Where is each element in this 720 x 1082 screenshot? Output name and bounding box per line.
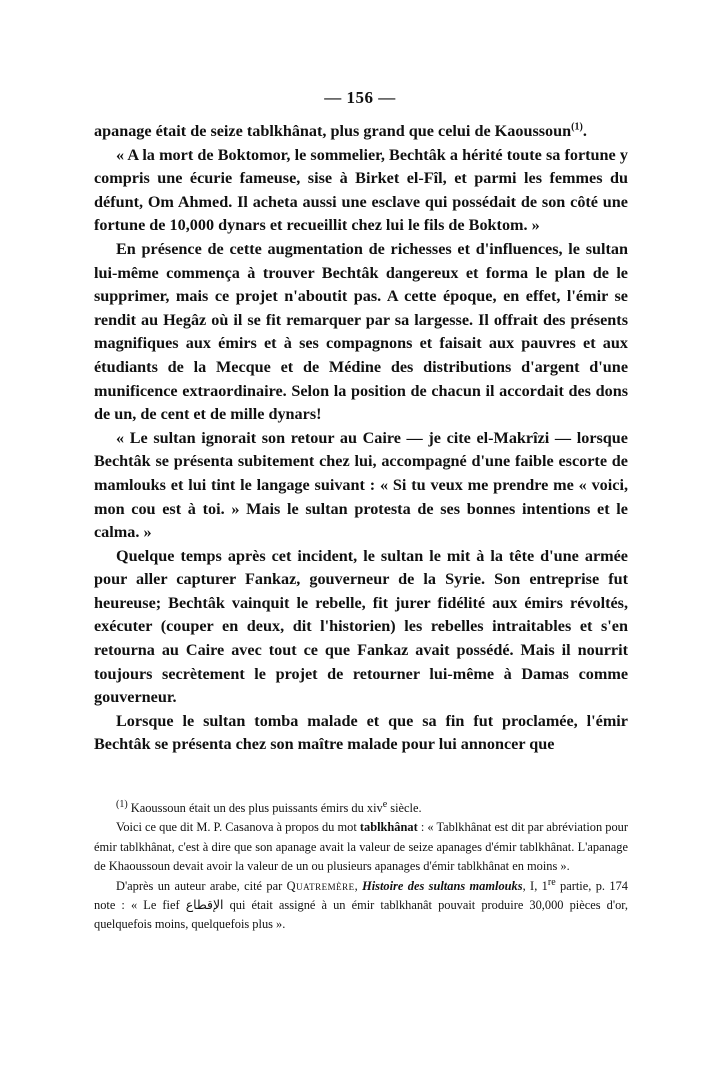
footnote-3-arabic: الإقطاع [185,898,224,913]
footnote-ref-1[interactable]: (1) [571,121,583,133]
paragraph-4: « Le sultan ignorait son retour au Caire — je cite el-Makrîzi — lorsque Bechtâk se présenta subitement chez lui, accompagné d'une faible escorte de mamlouks et lui tint le langage suivant : « Si tu veux me prendre me « voici, mon cou est à toi. » Mais le sultan protesta de ses bonnes intentions et le calma. » [94,428,628,542]
footnote-3-a: D'après un auteur arabe, cité par [116,878,287,893]
paragraph-1 [94,120,628,144]
footnote-3-sup: re [547,876,556,888]
footnote-3-c: , I, 1 [522,878,548,893]
footnote-2 [94,818,628,876]
paragraph-6: Lorsque le sultan tomba malade et que sa fin fut proclamée, l'émir Bechtâk se présenta chez son maître malade pour lui annoncer que [94,711,628,754]
paragraph-2: « A la mort de Boktomor, le sommelier, Bechtâk a hérité toute sa fortune y compris une écurie fameuse, sise à Birket el-Fîl, et parmi les femmes du défunt, Om Ahmed. Il acheta aussi une esclave qui possédait de son côté une fortune de 10,000 dynars et recueillit chez lui le fils de Boktom. » [94,145,628,235]
footnote-1-sup: e [382,798,388,810]
footnote-2-c: : « Tablkhânat est dit par abréviation pour émir tablkhânat, c'est à dire que son apanage avait la valeur de seize apanages d'émir tablkhânat. L'apanage de Khaoussoun devait avoir la valeur de un ou plusieurs apanages d'émir tablkhânat en moins ». [94,820,628,874]
main-text [94,120,628,757]
footnote-3-title: Histoire des sultans mamlouks [362,878,523,893]
page-number: — 156 — [324,88,396,107]
footnote-3-b: , [354,878,363,893]
footnote-1-marker: (1) [116,798,128,810]
paragraph-5: Quelque temps après cet incident, le sultan le mit à la tête d'une armée pour aller capturer Fankaz, gouverneur de la Syrie. Son entreprise fut heureuse; Bechtâk vainquit le rebelle, fit jurer fidélité aux émirs révoltés, exécuter (couper en deux, dit l'historien) les rebelles intraitables et s'en retourna au Caire avec tout ce que Fankaz avait possédé. Mais il nourrit toujours secrètement le projet de retourner lui-même à Damas comme gouverneur. [94,546,628,707]
paragraph-1-text: apanage était de seize tablkhânat, plus grand que celui de Kaoussoun [94,122,572,140]
paragraph-1-end: . [582,122,587,140]
footnote-2-term: tablkhânat [359,820,418,835]
footnotes [94,799,628,935]
footnote-3-author: Quatremère [286,878,355,893]
footnote-3-d: partie, p. 174 note : « Le fief [94,878,628,913]
footnote-2-a: Voici ce que dit M. P. Casanova à propos du mot [116,820,360,835]
footnote-1 [94,799,628,818]
paragraph-3: En présence de cette augmentation de richesses et d'influences, le sultan lui-même commença à trouver Bechtâk dangereux et forma le plan de le supprimer, mais ce projet n'aboutit pas. A cette époque, en effet, l'émir se rendit au Hegâz où il se fit remarquer par sa largesse. Il offrait des présents magnifiques aux émirs et à ses compagnons et faisait aux pauvres et aux étudiants de la Mecque et de Médine des distributions d'argent d'une munificence extraordinaire. Selon la position de chacun il accordait des dons de un, de cent et de mille dynars! [94,239,628,424]
footnote-1-end: siècle. [387,801,422,815]
footnote-1-text: Kaoussoun était un des plus puissants émirs du xiv [130,801,383,815]
footnote-3 [94,877,628,935]
footnote-3-e: qui était assigné à un émir tablkhanât pouvait produire 30,000 pièces d'or, quelquefois moins, quelquefois plus ». [94,898,628,932]
